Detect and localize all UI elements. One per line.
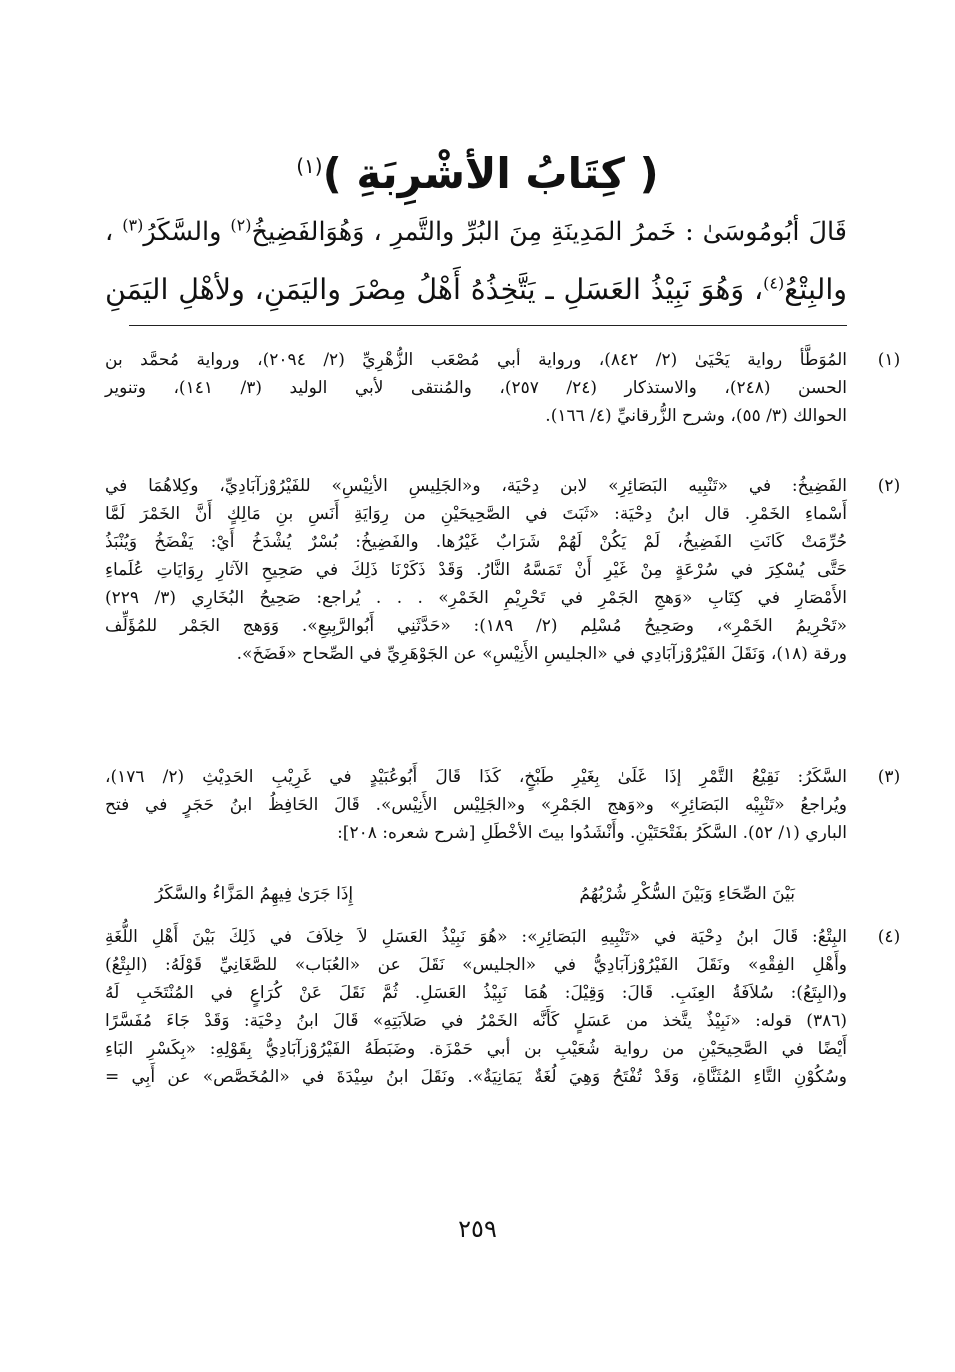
footnote-number: (٣) xyxy=(877,767,901,787)
footnote-2 xyxy=(105,472,901,668)
footnote-line: الأَمْصَارِ في كِتَابِ «وَهجِ الجَمْرِ في تَحْرِيْمِ الخَمْرِ» . . . يُراجع: صَحِيحُ البُخَارِي (٣/ ٢٢٩) xyxy=(105,588,848,608)
footnote-4 xyxy=(105,923,901,1091)
footnote-number: (٢) xyxy=(877,476,901,496)
footnote-line: أَسْماءِ الخَمْرِ. قال ابنُ دِحْيَة: «ثَبَتَ في الصَّحِيحَيْنِ من رِوَايَةِ أَنَسِ بنِ مَالِكٍ أَنَّ الخَمْرَ لَمَّا xyxy=(105,504,847,524)
page-number: ٢٥٩ xyxy=(458,1215,497,1243)
footnote-line: حُرِّمَتْ كَانَتِ الفَضِيخُ، لَمْ يَكُنْ لَهُمْ شَرَابٌ غَيْرُها. والفَضِيخُ: بُسْرٌ يُشْدَخُ أَيْ: يَفْضَخُ وَيُنْبَذُ xyxy=(105,532,847,552)
note-ref-2: (٢) xyxy=(230,215,252,235)
footnote-line: الباري (١/ ٥٢). السَّكَرُ بفَتْحَتَيْنِ. وأَنْشَدُوا بيتَ الأخْطَلِ [شرح شعره: ٢٠٨]: xyxy=(337,823,847,843)
chapter-title-note-ref: (١) xyxy=(296,154,323,178)
footnote-line: الحوالك (٣/ ٥٥)، وشرح الزُّرقانيِّ (٤/ ١٦٦). xyxy=(545,406,847,426)
footnote-line: الحسن (٢٤٨)، والاستذكار (٢٤/ ٢٥٧)، والمُنتقى لأبي الوليد (٣/ ١٤١)، وتنوير xyxy=(105,378,847,398)
footnote-line: حَتَّى يُسْكِرَ في سُرْعَةٍ مِنْ غَيْرِ أَنْ تَمَسَّهُ النَّارُ. وَقَدْ ذَكَرْنَا ذَلِكَ في صَحِيحِ الآثارِ رِوَايَاتِ عُلَماءِ xyxy=(105,560,847,580)
footnote-number: (١) xyxy=(877,350,901,370)
footnote-line: السَّكَرُ: نَقِيْعُ التَّمْرِ إذَا غَلَىٰ بِغَيْرِ طَبْخٍ، كَذَا قَالَ أَبُوعُبَيْدٍ في غَرِيْبِ الحَدِيْثِ (٢/ ١٧٦)، xyxy=(105,767,848,787)
footnote-line: أَيْضًا في الصَّحِيحَيْنِ من رواية شُعَيْبِ بن أبي حَمْزَة. وضَبَطَهُ الفَيْرُوْزآبَادِيُّ بِقَوْلِهِ: «بِكَسْرِ البَاءِ xyxy=(105,1039,847,1059)
footnote-line: البِتْعُ: قَالَ ابنُ دِحْيَة في «تَنْبِيهِ البَصَائِرِ»: «هُوَ نَبِيْذُ العَسَلِ لاَ خِلاَفَ في ذَلِكَ بَيْنَ أَهْلِ اللُّغَةِ xyxy=(105,927,847,947)
chapter-title-text: ( كِتَابُ الأشْرِبَةِ ) xyxy=(322,149,659,198)
chapter-title xyxy=(0,138,955,202)
main-text-line-2: والبِتْعُ$^{(٤)}$، وَهُوَ نَبِيْذُ العَسَلِ ـ يَتَّخِذُهُ أَهْلُ مِصْرَ واليَمَنِ، ولأهْلِ اليَمَنِ xyxy=(105,273,847,306)
main-text-line-1: قَالَ أبُومُوسَىٰ : خَمرُ المَدِينَةِ مِنَ البُرِّ والتَّمرِ ، وَهُوَالفَضِيخُ$^{(٢)}$ والسَّكَرُ$^{(٣)}$ ، xyxy=(105,215,847,247)
footnote-3 xyxy=(105,763,901,847)
footnote-line: و(البِتَعُ): سُلاَفَةُ العِنَبِ. قَالَ: وَقِيْلَ: هُمَا نَبِيْذُ العَسَلِ. ثُمَّ نَقَلَ عَنْ كُرَاعٍ في المُنْتَخَبِ لَهُ xyxy=(105,983,847,1003)
footnote-line: المُوَطَّأ رواية يَحْيَىٰ (٢/ ٨٤٢)، ورواية أبي مُصْعَب الزُّهْرِيِّ (٢/ ٢٠٩٤)، ورواية مُحمَّد بن xyxy=(105,350,847,370)
verse-first-hemistich: بَيْنَ الصِّحَاءِ وَبَيْنَ السُّكْرِ شُرْبُهُمُ xyxy=(579,884,795,904)
footnote-1 xyxy=(105,346,901,430)
note-ref-4: (٤) xyxy=(763,273,785,293)
footnote-line: «تَحْرِيمُ الخَمْرِ»، وصَحِيحُ مُسْلِم (٢/ ١٨٩): «حَدَّثَنِي أَبُوالرَّبِيعِ». وَوَهج الجَمْر للمُؤَلِّف xyxy=(105,616,847,636)
footnote-separator xyxy=(129,325,847,326)
footnote-line: ورقة (١٨)، وَنَقَلَ الفَيْرُوْزآبَادِي في «الجليسِ الأَنِيْسِ» عن الجَوْهَرِيِّ في الصِّحاح «فَضَخَ». xyxy=(236,644,847,664)
footnote-line: ويُراجعُ «تَنْبِيْه البَصَائِرِ» و«وَهج الجَمْرِ» و«الجَلِيْس الأَنِيْس». قَالَ الحَافِظُ ابنُ حَجَرٍ في فتح xyxy=(105,795,847,815)
footnote-line: الفَضِيخُ: في «تَنْبِيه البَصَائِرِ» لابن دِحْيَة، و«الجَلِيسِ الأنِيْسِ» للفَيْرُوْزآبَادِيِّ، وكِلاهُمَا في xyxy=(105,476,847,496)
footnote-line: وسُكُوْنِ التَّاءِ المُثَنَّاةِ، وَقَدْ تُفْتَحُ وَهِيَ لُغَةٌ يَمَانِيَةٌ». ونَقَلَ ابنُ سِيْدَةَ في «المُخَصَّص» عن أَبِي = xyxy=(105,1067,847,1087)
footnote-line: (٣٨٦) قوله: «نَبِيْذٌ يتَّخذ من عَسَلٍ كَأَنَّه الخَمْرُ في صَلاَبَتِهِ» قَالَ ابنُ دِحْيَة: وَقَدْ جَاءَ مُفَسَّرًا xyxy=(105,1011,847,1031)
note-ref-3: (٣) xyxy=(122,215,144,235)
footnote-number: (٤) xyxy=(877,927,901,947)
footnote-line: وأَهْلِ الفِقْهِ» ونَقَلَ الفَيْرُوْزآبَادِيُّ في «الجليس» نَقَلَ عن «العُبَاب» للصَّغَانِيِّ قَوْلَهُ: (البِتْعُ) xyxy=(105,955,847,975)
verse-second-hemistich: إِذَا جَرَىٰ فِيهِمُ المَزَّاءُ والسَّكَرُ xyxy=(155,884,354,904)
